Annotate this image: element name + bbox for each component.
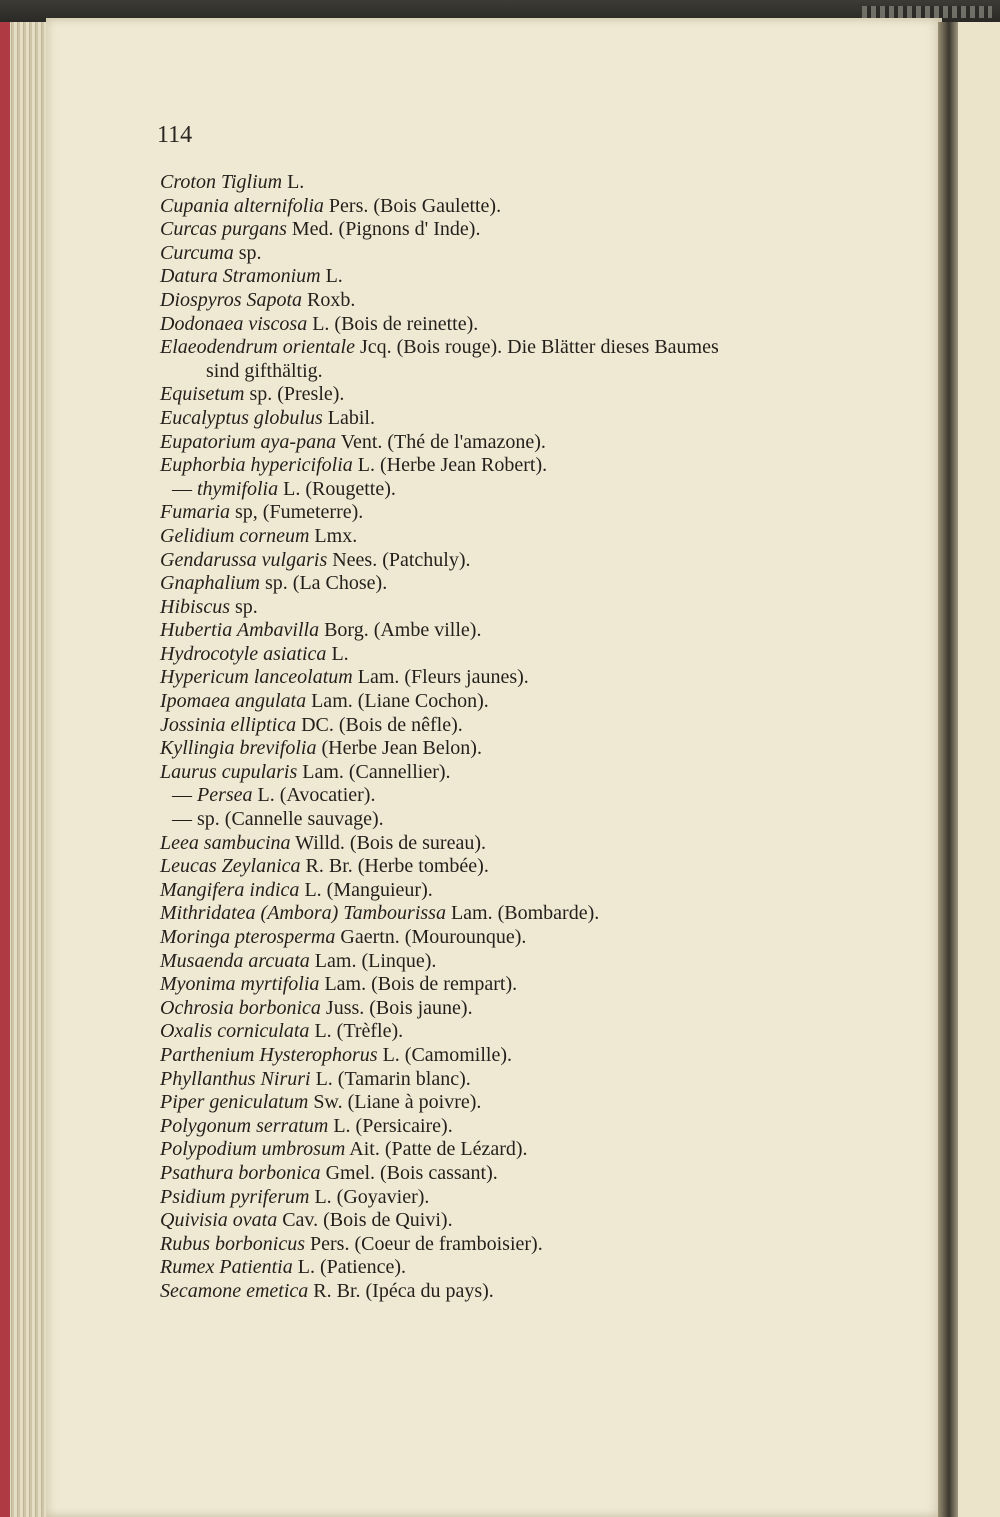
authority-and-common-name: R. Br. (Ipéca du pays).: [308, 1279, 494, 1302]
book-gutter: [938, 22, 960, 1517]
plant-entry: [160, 619, 890, 643]
authority-and-common-name: Lam. (Bombarde).: [445, 902, 600, 925]
authority-and-common-name: L. (Tamarin blanc).: [310, 1067, 471, 1090]
species-name: Hibiscus: [160, 595, 230, 618]
facing-page-edge: [958, 22, 1000, 1517]
authority-and-common-name: Jcq. (Bois rouge). Die Blätter dieses Baumes: [354, 336, 719, 359]
plant-entry: [160, 761, 890, 785]
authority-and-common-name: L. (Herbe Jean Robert).: [352, 454, 548, 477]
plant-entry: [160, 690, 890, 714]
species-name: Persea: [197, 784, 253, 807]
authority-and-common-name: Gmel. (Bois cassant).: [320, 1161, 498, 1184]
authority-and-common-name: L. (Trèfle).: [309, 1020, 404, 1043]
authority-and-common-name: L.: [282, 171, 305, 193]
plant-entry: [160, 855, 890, 879]
plant-entry: [160, 289, 890, 313]
cover-ornament: [862, 6, 992, 18]
plant-entry: [160, 431, 890, 455]
authority-and-common-name: Lam. (Cannellier).: [297, 760, 451, 783]
species-name: Ipomaea angulata: [160, 690, 307, 713]
authority-and-common-name: Labil.: [322, 406, 375, 429]
species-name: Rubus borbonicus: [160, 1232, 305, 1255]
species-name: Curcuma: [160, 241, 234, 264]
plant-entry: [160, 265, 890, 289]
authority-and-common-name: Pers. (Coeur de framboisier).: [305, 1232, 543, 1255]
authority-and-common-name: DC. (Bois de nêfle).: [296, 713, 463, 736]
authority-and-common-name: L. (Rougette).: [278, 477, 396, 500]
authority-and-common-name: sp.: [233, 241, 262, 264]
species-name: Psathura borbonica: [160, 1161, 321, 1184]
authority-and-common-name: L. (Manguieur).: [299, 878, 433, 901]
species-name: Quivisia ovata: [160, 1209, 278, 1232]
plant-entry: [160, 171, 890, 195]
species-name: Oxalis corniculata: [160, 1020, 310, 1043]
page-number: 114: [157, 122, 193, 148]
plant-entry: [160, 832, 890, 856]
plant-list: [160, 171, 890, 1304]
plant-entry: [160, 195, 890, 219]
ditto-dash: —: [172, 477, 192, 500]
plant-entry: [160, 926, 890, 950]
species-name: Polygonum serratum: [160, 1114, 329, 1137]
plant-entry: [160, 1091, 890, 1115]
species-name: Eupatorium aya-pana: [160, 430, 337, 453]
species-name: Myonima myrtifolia: [160, 973, 320, 996]
authority-and-common-name: sp.: [230, 595, 258, 618]
species-name: Secamone emetica: [160, 1279, 309, 1302]
page-edges: [0, 22, 48, 1517]
plant-entry: [160, 407, 890, 431]
plant-entry: [160, 218, 890, 242]
plant-entry: [160, 572, 890, 596]
species-name: Datura Stramonium: [160, 265, 321, 288]
plant-entry: [160, 737, 890, 761]
authority-and-common-name: Borg. (Ambe ville).: [319, 619, 482, 642]
plant-entry: [160, 1209, 890, 1233]
plant-entry: [160, 1280, 890, 1304]
plant-entry: [160, 973, 890, 997]
authority-and-common-name: sp, (Fumeterre).: [230, 501, 364, 524]
authority-and-common-name: Gaertn. (Mourounque).: [335, 926, 527, 948]
species-name: Piper geniculatum: [160, 1091, 309, 1114]
species-name: Croton Tiglium: [160, 171, 283, 193]
authority-and-common-name: Cav. (Bois de Quivi).: [277, 1209, 453, 1232]
authority-and-common-name: Med. (Pignons d' Inde).: [286, 218, 481, 241]
species-name: Gendarussa vulgaris: [160, 548, 328, 571]
plant-entry: [160, 1115, 890, 1139]
authority-and-common-name: Ait. (Patte de Lézard).: [345, 1138, 528, 1161]
species-name: Mithridatea (Ambora) Tambourissa: [160, 902, 446, 925]
species-name: Ochrosia borbonica: [160, 996, 321, 1019]
authority-and-common-name: sp. (La Chose).: [260, 572, 388, 595]
plant-entry: [160, 643, 890, 667]
authority-and-common-name: sp. (Presle).: [244, 383, 345, 406]
authority-and-common-name: Roxb.: [302, 288, 356, 311]
species-name: Elaeodendrum orientale: [160, 336, 355, 359]
plant-entry: [160, 242, 890, 266]
authority-and-common-name: L. (Patience).: [292, 1256, 407, 1279]
species-name: Fumaria: [160, 501, 230, 524]
species-name: Euphorbia hypericifolia: [160, 454, 353, 477]
authority-and-common-name: Lam. (Linque).: [309, 949, 437, 972]
species-name: Moringa pterosperma: [160, 926, 336, 948]
species-name: Gelidium corneum: [160, 524, 310, 547]
species-name: Equisetum: [160, 383, 245, 406]
entry-continuation: sind gifthältig.: [206, 359, 323, 382]
species-name: Rumex Patientia: [160, 1256, 293, 1279]
plant-entry: [160, 313, 890, 337]
species-name: Hubertia Ambavilla: [160, 619, 320, 642]
authority-and-common-name: L.: [320, 265, 343, 288]
ditto-dash: —: [172, 784, 192, 807]
species-name: Kyllingia brevifolia: [160, 737, 317, 760]
species-name: Hydrocotyle asiatica: [160, 642, 327, 665]
authority-and-common-name: Lam. (Bois de rempart).: [319, 973, 518, 996]
plant-entry: [160, 1233, 890, 1257]
authority-and-common-name: Sw. (Liane à poivre).: [308, 1091, 482, 1114]
species-name: Leucas Zeylanica: [160, 855, 301, 878]
species-name: Musaenda arcuata: [160, 949, 310, 972]
plant-entry: [160, 808, 890, 832]
plant-entry: [160, 383, 890, 407]
plant-entry: [160, 1186, 890, 1210]
plant-entry: [160, 997, 890, 1021]
species-name: thymifolia: [197, 477, 279, 500]
species-name: Diospyros Sapota: [160, 288, 303, 311]
plant-entry: [160, 596, 890, 620]
species-name: Hypericum lanceolatum: [160, 666, 353, 689]
authority-and-common-name: Pers. (Bois Gaulette).: [323, 194, 502, 217]
species-name: Dodonaea viscosa: [160, 312, 308, 335]
plant-entry: [160, 1068, 890, 1092]
species-name: Parthenium Hysterophorus: [160, 1043, 378, 1066]
plant-entry: [160, 1044, 890, 1068]
authority-and-common-name: (Herbe Jean Belon).: [316, 737, 482, 760]
plant-entry: [160, 336, 890, 360]
species-name: Leea sambucina: [160, 831, 291, 854]
species-name: Mangifera indica: [160, 878, 300, 901]
authority-and-common-name: Lam. (Fleurs jaunes).: [352, 666, 529, 689]
plant-entry: [160, 478, 890, 502]
plant-entry: [160, 784, 890, 808]
ditto-dash: —: [172, 808, 192, 831]
plant-entry: [160, 454, 890, 478]
species-name: Psidium pyriferum: [160, 1185, 310, 1208]
plant-entry: [160, 501, 890, 525]
authority-and-common-name: Vent. (Thé de l'amazone).: [336, 430, 546, 453]
plant-entry: [160, 879, 890, 903]
species-name: Eucalyptus globulus: [160, 406, 323, 429]
authority-and-common-name: L. (Avocatier).: [252, 784, 376, 807]
plant-entry: [160, 1162, 890, 1186]
plant-entry: [160, 902, 890, 926]
species-name: Jossinia elliptica: [160, 713, 297, 736]
authority-and-common-name: L.: [326, 642, 349, 665]
authority-and-common-name: Lmx.: [309, 524, 358, 547]
authority-and-common-name: L. (Bois de reinette).: [307, 312, 479, 335]
authority-and-common-name: sp. (Cannelle sauvage).: [197, 808, 384, 831]
authority-and-common-name: R. Br. (Herbe tombée).: [300, 855, 489, 878]
plant-entry: [160, 714, 890, 738]
species-name: Phyllanthus Niruri: [160, 1067, 311, 1090]
authority-and-common-name: Willd. (Bois de sureau).: [290, 831, 487, 854]
species-name: Polypodium umbrosum: [160, 1138, 346, 1161]
plant-entry: [160, 950, 890, 974]
plant-entry: [160, 549, 890, 573]
authority-and-common-name: L. (Goyavier).: [309, 1185, 430, 1208]
authority-and-common-name: Nees. (Patchuly).: [327, 548, 471, 571]
authority-and-common-name: Juss. (Bois jaune).: [320, 996, 473, 1019]
plant-entry: [160, 1138, 890, 1162]
authority-and-common-name: Lam. (Liane Cochon).: [306, 690, 489, 713]
species-name: Cupania alternifolia: [160, 194, 324, 217]
species-name: Curcas purgans: [160, 218, 287, 241]
species-name: Gnaphalium: [160, 572, 260, 595]
plant-entry: [160, 525, 890, 549]
plant-entry: [160, 666, 890, 690]
plant-entry: [160, 1020, 890, 1044]
plant-entry: [160, 1256, 890, 1280]
species-name: Laurus cupularis: [160, 760, 298, 783]
authority-and-common-name: L. (Persicaire).: [328, 1114, 453, 1137]
authority-and-common-name: L. (Camomille).: [377, 1043, 512, 1066]
